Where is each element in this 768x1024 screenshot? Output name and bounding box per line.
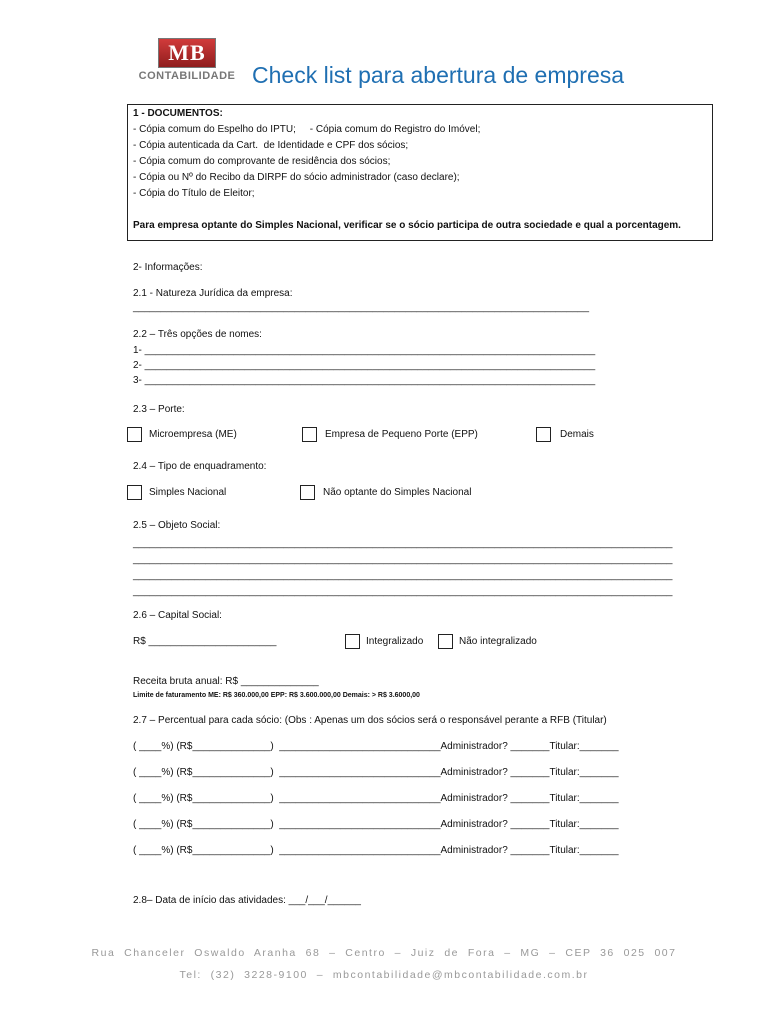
option-label-integralizado: Integralizado: [366, 636, 424, 647]
nome-option-field[interactable]: 2- _________________________________________________________________________________: [133, 360, 596, 371]
data-inicio-field[interactable]: 2.8– Data de início das atividades: ___/___/______: [133, 895, 361, 906]
checkbox-epp[interactable]: [302, 427, 317, 442]
footer-address: Rua Chanceler Oswaldo Aranha 68 – Centro – Juiz de Fora – MG – CEP 36 025 007: [91, 947, 677, 959]
limite-note: Limite de faturamento ME: R$ 360.000,00 EPP: R$ 3.600.000,00 Demais: > R$ 3.6000,00: [133, 692, 420, 699]
document-item: - Cópia comum do Espelho do IPTU; - Cópia comum do Registro do Imóvel;: [133, 124, 481, 135]
porte-label: 2.3 – Porte:: [133, 404, 185, 415]
option-label-nao-optante: Não optante do Simples Nacional: [323, 487, 472, 498]
natureza-label: 2.1 - Natureza Jurídica da empresa:: [133, 288, 293, 299]
checkbox-nao-optante[interactable]: [300, 485, 315, 500]
option-label-demais: Demais: [560, 429, 594, 440]
socio-row[interactable]: ( ____%) (R$______________) _____________________________Administrador? _______Titular:_______: [133, 845, 619, 856]
nome-option-field[interactable]: 1- _________________________________________________________________________________: [133, 345, 596, 356]
objeto-field[interactable]: _________________________________________________________________________________________________: [133, 538, 673, 549]
document-item: - Cópia ou Nº do Recibo da DIRPF do sócio administrador (caso declare);: [133, 172, 460, 183]
socio-row[interactable]: ( ____%) (R$______________) _____________________________Administrador? _______Titular:_______: [133, 767, 619, 778]
option-label-epp: Empresa de Pequeno Porte (EPP): [325, 429, 478, 440]
objeto-field[interactable]: _________________________________________________________________________________________________: [133, 554, 673, 565]
page-title: Check list para abertura de empresa: [252, 62, 625, 88]
socio-row[interactable]: ( ____%) (R$______________) _____________________________Administrador? _______Titular:_______: [133, 819, 619, 830]
option-label-nao-integralizado: Não integralizado: [459, 636, 537, 647]
objeto-label: 2.5 – Objeto Social:: [133, 520, 221, 531]
objeto-field[interactable]: _________________________________________________________________________________________________: [133, 586, 673, 597]
socio-row[interactable]: ( ____%) (R$______________) _____________________________Administrador? _______Titular:_______: [133, 793, 619, 804]
footer-contact: Tel: (32) 3228-9100 – mbcontabilidade@mbcontabilidade.com.br: [179, 969, 589, 981]
document-item: - Cópia do Título de Eleitor;: [133, 188, 255, 199]
simples-note: Para empresa optante do Simples Nacional, verificar se o sócio participa de outra sociedade e qual a porcentagem.: [133, 220, 681, 231]
capital-label: 2.6 – Capital Social:: [133, 610, 222, 621]
company-logo: [134, 38, 240, 88]
socio-row[interactable]: ( ____%) (R$______________) _____________________________Administrador? _______Titular:_______: [133, 741, 619, 752]
checkbox-nao-integralizado[interactable]: [438, 634, 453, 649]
option-label-me: Microempresa (ME): [149, 429, 237, 440]
documents-heading: 1 - DOCUMENTOS:: [133, 108, 223, 119]
checkbox-integralizado[interactable]: [345, 634, 360, 649]
logo-mark: MB: [158, 38, 216, 68]
checkbox-demais[interactable]: [536, 427, 551, 442]
capital-field[interactable]: R$ _______________________: [133, 636, 277, 647]
objeto-field[interactable]: _________________________________________________________________________________________________: [133, 570, 673, 581]
receita-field[interactable]: Receita bruta anual: R$ ______________: [133, 676, 319, 687]
option-label-simples: Simples Nacional: [149, 487, 227, 498]
nome-option-field[interactable]: 3- _________________________________________________________________________________: [133, 375, 596, 386]
percentual-label: 2.7 – Percentual para cada sócio: (Obs : Apenas um dos sócios será o responsável perante a RFB (Titular): [133, 715, 607, 726]
checkbox-simples[interactable]: [127, 485, 142, 500]
natureza-field[interactable]: __________________________________________________________________________________: [133, 302, 590, 313]
enquadramento-label: 2.4 – Tipo de enquadramento:: [133, 461, 267, 472]
logo-wordmark: CONTABILIDADE: [138, 70, 236, 82]
info-heading: 2- Informações:: [133, 262, 203, 273]
checkbox-me[interactable]: [127, 427, 142, 442]
document-item: - Cópia comum do comprovante de residência dos sócios;: [133, 156, 391, 167]
document-item: - Cópia autenticada da Cart. de Identidade e CPF dos sócios;: [133, 140, 409, 151]
nomes-label: 2.2 – Três opções de nomes:: [133, 329, 262, 340]
